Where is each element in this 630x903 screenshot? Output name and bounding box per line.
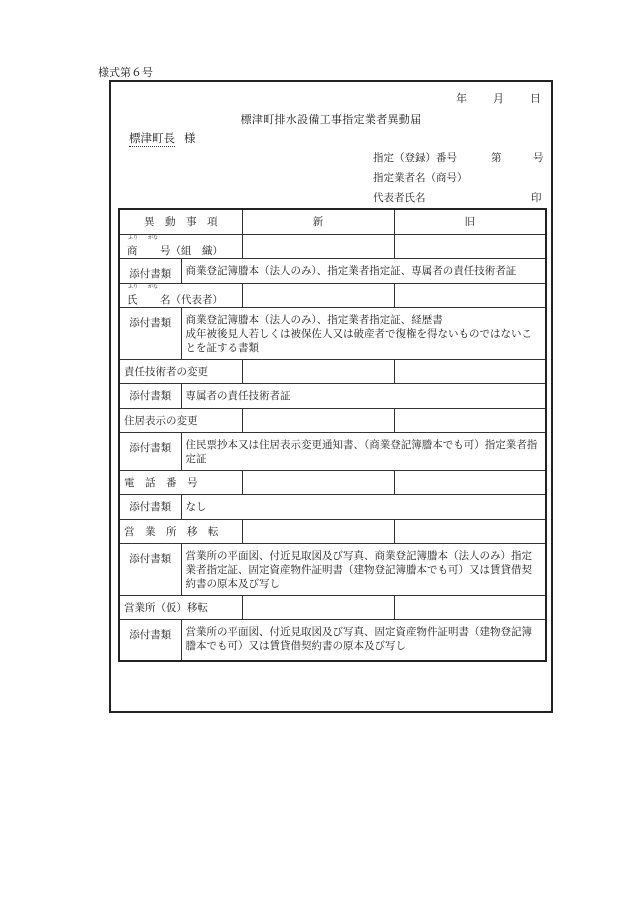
table-row [119, 283, 546, 307]
old-value-cell[interactable] [394, 470, 546, 494]
representative-label: 代表者氏名 [373, 192, 426, 204]
attachment-docs: 商業登記簿謄本（法人のみ）、指定業者指定証、経歴書 成年被後見人若しくは被保佐人又は破産者で復権を得ないものではないことを証する書類 [181, 307, 546, 359]
item-label-temp-office-relocation: 営業所（仮）移転 [119, 595, 242, 619]
table-row [119, 408, 546, 432]
attachment-label: 添付書類 [119, 619, 181, 661]
ruby-gana: がな [148, 234, 159, 241]
attachment-label: 添付書類 [119, 494, 181, 519]
header-item: 異 動 事 項 [119, 209, 242, 234]
registration-label: 指定（登録）番号 [373, 152, 457, 164]
item-label-address-change: 住居表示の変更 [119, 408, 242, 432]
attachment-label: 添付書類 [119, 258, 181, 283]
change-items-table [118, 208, 547, 662]
registration-suffix: 号 [533, 152, 544, 164]
item-label-a: 氏 [127, 293, 138, 306]
table-row [119, 432, 546, 470]
table-row [119, 519, 546, 543]
table-row [119, 470, 546, 494]
attachment-docs: なし [181, 494, 546, 519]
item-label-a: 商 [127, 244, 138, 257]
table-row [119, 383, 546, 408]
company-label: 指定業者名（商号） [373, 172, 468, 184]
item-label-engineer-change: 責任技術者の変更 [119, 359, 242, 383]
ruby-gana: がな [148, 283, 159, 290]
table-row [119, 494, 546, 519]
date-month-label: 月 [493, 92, 504, 105]
new-value-cell[interactable] [242, 519, 394, 543]
date-line [456, 90, 541, 106]
addressee-name: 標津町長 [129, 131, 175, 145]
new-value-cell[interactable] [242, 470, 394, 494]
table-row [119, 543, 546, 595]
form-frame [109, 80, 553, 713]
item-label-b: 名（代表者） [160, 293, 223, 306]
date-year-label: 年 [456, 92, 467, 105]
form-number: 様式第６号 [98, 66, 153, 79]
attachment-docs: 営業所の平面図、付近見取図及び写真、固定資産物件証明書（建物登記簿謄本でも可）又は賃貸借契約書の原本及び写し [181, 619, 546, 661]
item-label-representative [119, 283, 242, 307]
table-row [119, 619, 546, 661]
table-row [119, 359, 546, 383]
item-label-b: 号（組 織） [160, 244, 223, 257]
table-header-row [119, 209, 546, 234]
item-label-office-relocation: 営 業 所 移 転 [119, 519, 242, 543]
attachment-docs: 専属者の責任技術者証 [181, 383, 546, 408]
addressee-honorific: 様 [184, 131, 196, 145]
attachment-docs: 商業登記簿謄本（法人のみ）、指定業者指定証、専属者の責任技術者証 [181, 258, 546, 283]
seal-mark: 印 [531, 192, 542, 204]
old-value-cell[interactable] [394, 234, 546, 258]
new-value-cell[interactable] [242, 595, 394, 619]
old-value-cell[interactable] [394, 359, 546, 383]
old-value-cell[interactable] [394, 408, 546, 432]
table-row [119, 258, 546, 283]
item-label-trade-name [119, 234, 242, 258]
attachment-docs: 住民票抄本又は住居表示変更通知書、（商業登記簿謄本でも可）指定業者指定証 [181, 432, 546, 470]
form-title: 標津町排水設備工事指定業者異動届 [240, 113, 422, 126]
date-day-label: 日 [530, 92, 541, 105]
table-row [119, 307, 546, 359]
attachment-docs: 営業所の平面図、付近見取図及び写真、商業登記簿謄本（法人のみ）指定業者指定証、固定資産物件証明書（建物登記簿謄本でも可）又は賃貸借契約書の原本及び写し [181, 543, 546, 595]
new-value-cell[interactable] [242, 283, 394, 307]
table-row [119, 234, 546, 258]
new-value-cell[interactable] [242, 408, 394, 432]
attachment-label: 添付書類 [119, 432, 181, 470]
old-value-cell[interactable] [394, 283, 546, 307]
attachment-label: 添付書類 [119, 383, 181, 408]
attachment-label: 添付書類 [119, 307, 181, 359]
new-value-cell[interactable] [242, 359, 394, 383]
attachment-label: 添付書類 [119, 543, 181, 595]
header-old: 旧 [394, 209, 546, 234]
new-value-cell[interactable] [242, 234, 394, 258]
ruby-furi: ふり [128, 283, 139, 290]
addressee [129, 130, 196, 146]
old-value-cell[interactable] [394, 595, 546, 619]
table-row [119, 595, 546, 619]
ruby-furi: ふり [128, 234, 139, 241]
registration-prefix: 第 [491, 152, 502, 164]
old-value-cell[interactable] [394, 519, 546, 543]
item-label-phone-number: 電 話 番 号 [119, 470, 242, 494]
header-new: 新 [242, 209, 394, 234]
